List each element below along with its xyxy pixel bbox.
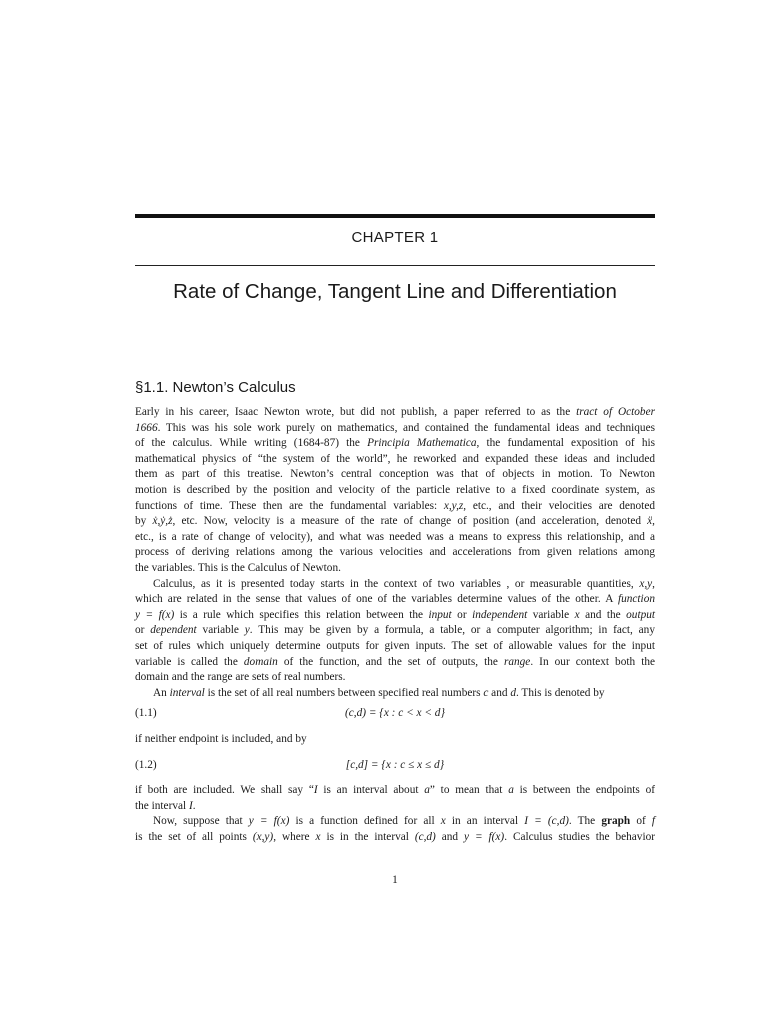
equation-1-1 bbox=[135, 707, 655, 725]
text-line: mathematical physics of “the system of the world”, he reworked and expanded these ideas and included bbox=[135, 452, 655, 465]
text-line: Calculus, as it is presented today starts in the context of two variables , or measurable quantities, x,y, bbox=[153, 577, 655, 590]
text-line: if both are included. We shall say “I is an interval about a” to mean that a is between the endpoints of bbox=[135, 784, 655, 796]
text-line: the variables. This is the Calculus of Newton. bbox=[135, 561, 341, 574]
text-line: set of rules which uniquely determine outputs for given inputs. The set of allowable values for the input bbox=[135, 639, 655, 652]
text-line: them as part of this treatise. Newton’s central conception was that of objects in motion. To Newton bbox=[135, 468, 655, 481]
text-line: is the set of all points (x,y), where x is in the interval (c,d) and y = f(x). Calculus studies the behavior bbox=[135, 830, 655, 843]
equation-1-2 bbox=[135, 759, 655, 777]
text-line: if neither endpoint is included, and by bbox=[135, 733, 307, 745]
equation-expression: (c,d) = {x : c < x < d} bbox=[345, 707, 445, 719]
text-line: motion is described by the position and velocity of the particle relative to a fixed coordinate system, as bbox=[135, 483, 655, 496]
text-line: the interval I. bbox=[135, 799, 196, 812]
text-line: of the calculus. While writing (1684-87) the Principia Mathematica, the fundamental exposition of his bbox=[135, 437, 656, 450]
equation-expression: [c,d] = {x : c ≤ x ≤ d} bbox=[345, 759, 445, 771]
text-line: Early in his career, Isaac Newton wrote, but did not publish, a paper referred to as the tract of October bbox=[135, 406, 655, 418]
paragraph-functions bbox=[135, 577, 655, 686]
text-line: variable is called the domain of the function, and the set of outputs, the range. In our context both the bbox=[135, 655, 655, 668]
top-rule bbox=[135, 214, 655, 218]
paragraph-interval bbox=[135, 686, 655, 702]
text-line: which are related in the sense that values of one of the variables determine values of the other. A function bbox=[135, 593, 655, 606]
text-line: domain and the range are sets of real numbers. bbox=[135, 671, 346, 684]
paragraph-interval-about bbox=[135, 783, 655, 814]
equation-number: (1.1) bbox=[135, 707, 157, 719]
text-line: functions of time. These then are the fundamental variables: x,y,z, etc., and their velocities are denoted bbox=[135, 499, 655, 512]
text-line: etc., is a rate of change of velocity), and what was needed was a means to express this relationship, and a bbox=[135, 530, 655, 543]
text-line: process of deriving relations among the various velocities and accelerations from given relations among bbox=[135, 546, 655, 559]
chapter-label: CHAPTER 1 bbox=[351, 229, 439, 246]
chapter-title: Rate of Change, Tangent Line and Differentiation bbox=[173, 280, 617, 303]
paragraph-newton bbox=[135, 405, 655, 577]
text-line: by ẋ,ẏ,ż, etc. Now, velocity is a measure of the rate of change of position (and acceleration, denoted ẍ, bbox=[135, 515, 655, 528]
paragraph-graph bbox=[135, 814, 655, 845]
text-line: Now, suppose that y = f(x) is a function defined for all x in an interval I = (c,d). The graph of f bbox=[153, 815, 656, 828]
text-after-eq1 bbox=[135, 732, 655, 748]
text-line: An interval is the set of all real numbers between specified real numbers c and d. This is denoted by bbox=[153, 687, 605, 699]
page-number: 1 bbox=[392, 874, 398, 886]
text-line: y = f(x) is a rule which specifies this relation between the input or independent variable x and the output bbox=[135, 608, 656, 621]
equation-number: (1.2) bbox=[135, 759, 157, 771]
chapter-divider bbox=[135, 265, 655, 266]
text-line: 1666. This was his sole work purely on mathematics, and contained the fundamental ideas and techniques bbox=[135, 421, 655, 434]
section-heading: §1.1. Newton’s Calculus bbox=[135, 379, 296, 396]
text-line: or dependent variable y. This may be given by a formula, a table, or a computer algorithm; in fact, any bbox=[135, 624, 655, 637]
